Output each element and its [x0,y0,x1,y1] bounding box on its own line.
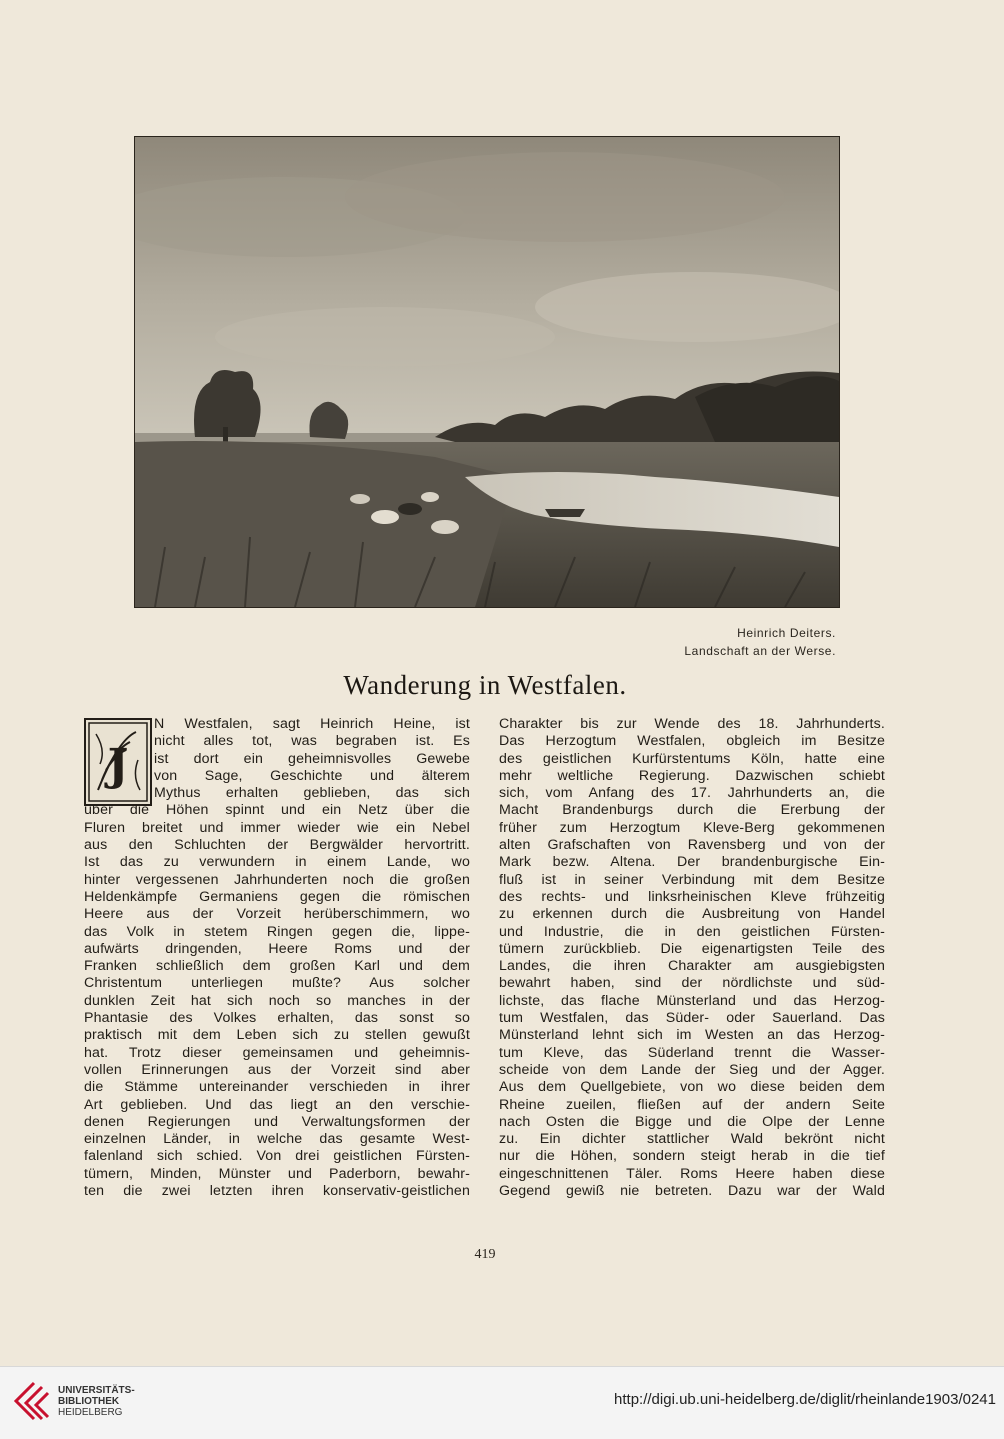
text-line: zu. Ein dichter stattlicher Wald bekrönt nicht [499,1131,885,1148]
text-line: Heere aus der Vorzeit herüberschimmern, wo [84,906,470,923]
text-line: Phantasie des Volkes erhalten, das sonst so [84,1010,470,1027]
landscape-painting [134,136,840,608]
text-line: bewahrt haben, sind der nördlichste und süd- [499,975,885,992]
permalink-url[interactable]: http://digi.ub.uni-heidelberg.de/diglit/rheinlande1903/0241 [614,1391,996,1408]
text-line: nur die Höhen, sondern steigt herab in die tief [499,1148,885,1165]
text-line: über die Höhen spinnt und ein Netz über die [84,802,470,819]
text-line: falenland sich schied. Von drei geistlichen Fürsten- [84,1148,470,1165]
text-line: praktisch mit dem Leben sich zu stellen gewußt [84,1027,470,1044]
text-line: Mythus erhalten geblieben, das sich [154,785,470,802]
right-column [499,716,885,1200]
viewer-footer [0,1366,1004,1439]
text-line: Ist das zu verwundern in einem Lande, wo [84,854,470,871]
text-line: Franken schließlich dem großen Karl und dem [84,958,470,975]
text-line: Gegend gewiß nie betreten. Dazu war der Wald [499,1183,885,1200]
text-line: ten die zwei letzten ihren konservativ-geistlichen [84,1183,470,1200]
landscape-image [135,137,839,607]
text-line: hat. Trotz dieser gemeinsamen und geheimnis- [84,1044,470,1061]
caption-title: Landschaft an der Werse. [684,644,836,658]
library-name-line2: BIBLIOTHEK [58,1396,120,1407]
text-line: tum Westfalen, das Süder- oder Sauerland. Das [499,1010,885,1027]
text-line: einzelnen Länder, in welche das gesamte West- [84,1131,470,1148]
text-line: die Stämme untereinander verschieden in ihrer [84,1079,470,1096]
text-line: tümern, Minden, Münster und Paderborn, bewahr- [84,1165,470,1182]
text-line: aus den Schluchten der Bergwälder hervortritt. [84,837,470,854]
text-line: Art geblieben. Und das liegt an den verschie- [84,1096,470,1113]
text-line: tum Kleve, das Süderland trennt die Wasser- [499,1044,885,1061]
text-line: aufwärts dringenden, Heere Roms und der [84,940,470,957]
text-line: Christentum unterliegen mußte? Aus solcher [84,975,470,992]
initial-letter: J [107,740,129,791]
text-line: denen Regierungen und Verwaltungsformen der [84,1113,470,1130]
painting-caption [684,624,836,660]
text-line: Mark bezw. Altena. Der brandenburgische Ein- [499,854,885,871]
text-line: lichste, das flache Münsterland und das Herzog- [499,992,885,1009]
text-line: Heldenkämpfe Germaniens gegen die römischen [84,888,470,905]
text-line: Aus dem Quellgebiete, von wo diese beiden dem [499,1079,885,1096]
text-line: und Industrie, die in den geistlichen Fürsten- [499,923,885,940]
library-name-line3: HEIDELBERG [58,1407,123,1418]
text-line: des geistlichen Kurfürstentums Köln, hatte eine [499,750,885,767]
text-line: von Sage, Geschichte und älterem [154,767,470,784]
left-column [84,716,470,1200]
library-name[interactable] [58,1385,135,1418]
text-line: Fluren breitet und immer wieder wie ein Nebel [84,819,470,836]
text-line: Rheine zueilen, fließen auf der andern Seite [499,1096,885,1113]
text-line: hinter vergessenen Jahrhunderten noch die großen [84,871,470,888]
text-line: des rechts- und linksrheinischen Kleve frühzeitig [499,888,885,905]
text-line: tümern zurückblieb. Die eigenartigsten Teile des [499,940,885,957]
article-title: Wanderung in Westfalen. [343,670,627,700]
library-logo-icon[interactable] [12,1379,52,1425]
text-line: nach Osten die Bigge und die Olpe der Lenne [499,1113,885,1130]
text-line: Das Herzogtum Westfalen, obgleich im Besitze [499,733,885,750]
text-line: dunklen Zeit hat sich noch so manches in der [84,992,470,1009]
text-line: vollen Erinnerungen aus der Vorzeit sind aber [84,1061,470,1078]
text-line: Macht Brandenburgs durch die Ererbung der [499,802,885,819]
text-line: ist dort ein geheimnisvolles Gewebe [154,750,470,767]
text-line: mehr weltliche Regierung. Dazwischen schiebt [499,767,885,784]
text-line: nicht alles tot, was begraben ist. Es [154,733,470,750]
library-name-line1: UNIVERSITÄTS- [58,1385,135,1396]
text-line: Charakter bis zur Wende des 18. Jahrhunderts. [499,716,885,732]
text-line: zu erkennen durch die Ausbreitung von Handel [499,906,885,923]
text-line: sich, vom Anfang des 17. Jahrhunderts an, die [499,785,885,802]
caption-artist: Heinrich Deiters. [737,626,836,640]
page-number: 419 [474,1247,496,1262]
text-line: N Westfalen, sagt Heinrich Heine, ist [154,716,470,732]
text-line: Münsterland lehnt sich im Westen an das Herzog- [499,1027,885,1044]
text-line: Landes, die ihren Charakter am ausgiebigsten [499,958,885,975]
text-line: fluß ist in seiner Verbindung mit dem Besitze [499,871,885,888]
text-line: scheide von dem Lande der Sieg und der Agger. [499,1061,885,1078]
text-line: das Volk in stetem Ringen gegen die, lippe- [84,923,470,940]
text-line: alten Grafschaften von Ravensberg und von der [499,837,885,854]
text-line: eingeschnittenen Täler. Roms Heere haben diese [499,1165,885,1182]
text-line: früher zum Herzogtum Kleve-Berg gekommenen [499,819,885,836]
